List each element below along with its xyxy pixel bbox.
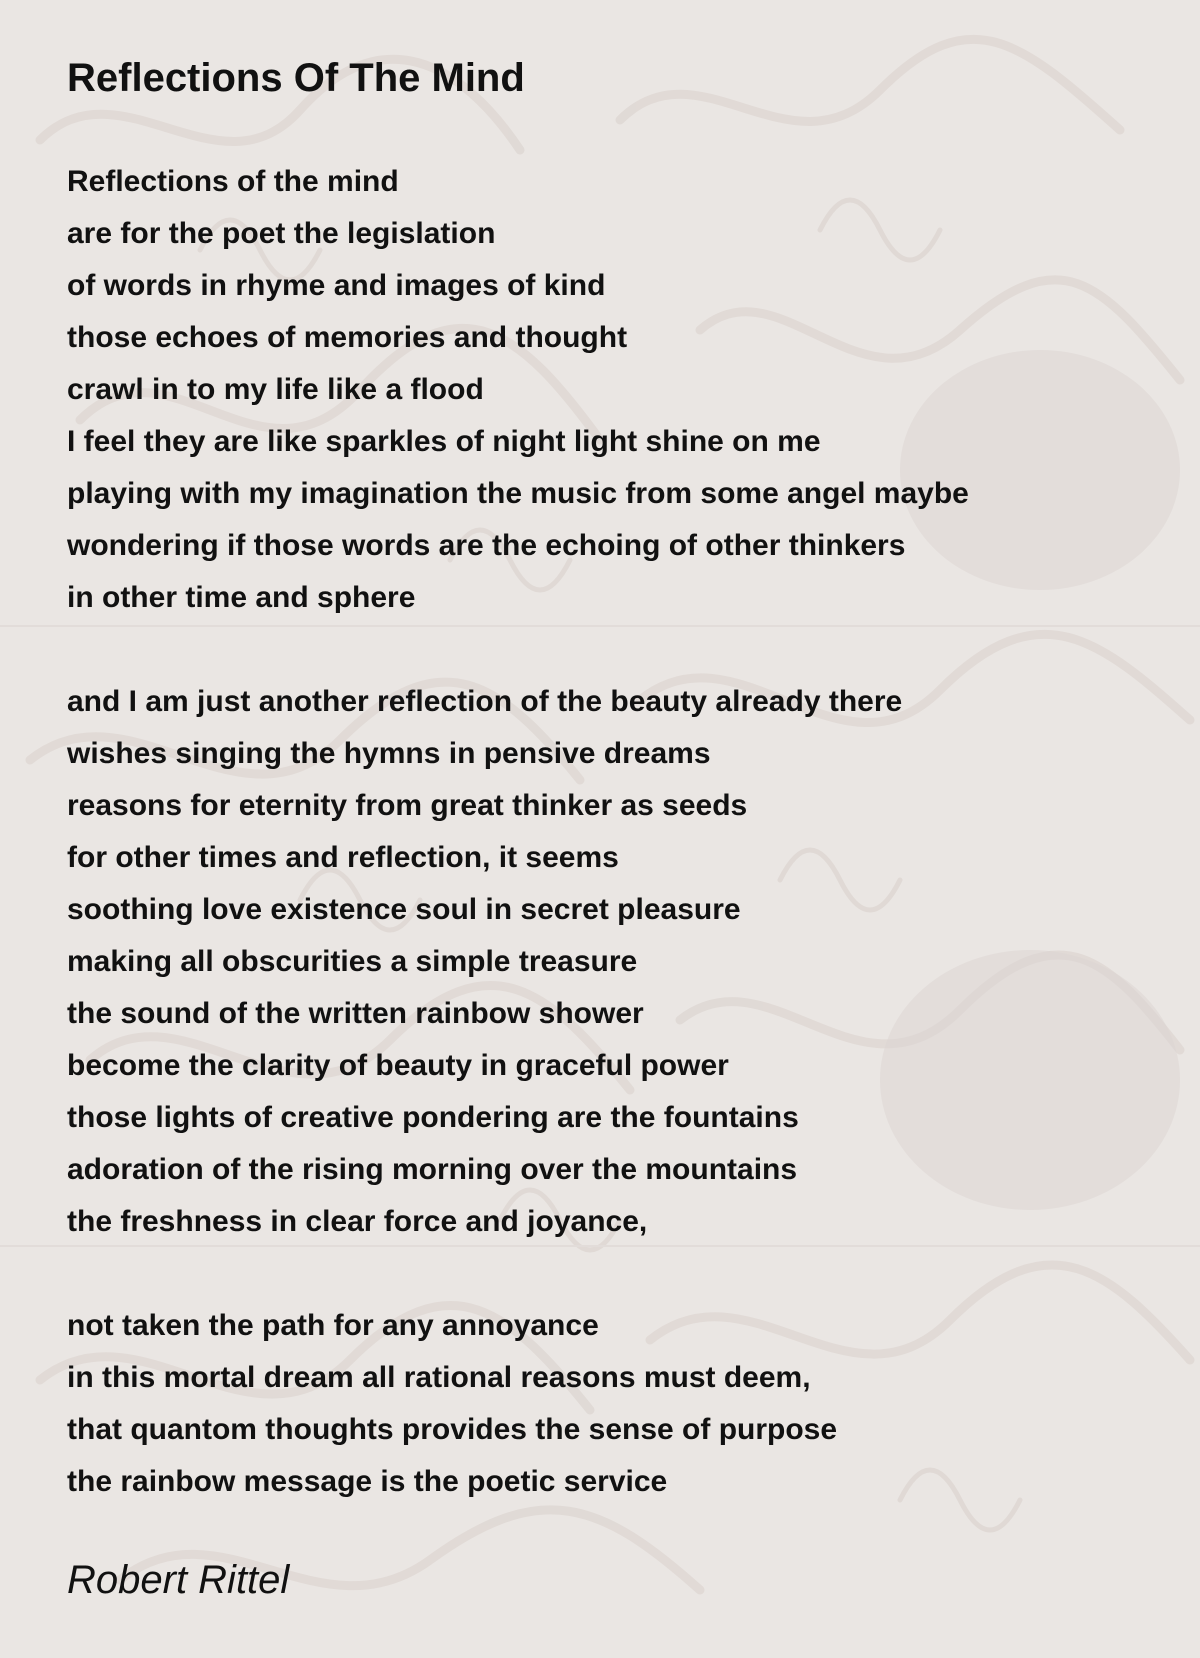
poem-line: not taken the path for any annoyance xyxy=(67,1309,599,1342)
poem-line: the freshness in clear force and joyance, xyxy=(67,1205,648,1238)
poem-line: reasons for eternity from great thinker as seeds xyxy=(67,789,748,822)
poem-card xyxy=(67,40,1147,1610)
poem-line: crawl in to my life like a flood xyxy=(67,373,484,406)
poem-line: adoration of the rising morning over the mountains xyxy=(67,1153,798,1186)
poem-line: of words in rhyme and images of kind xyxy=(67,269,606,302)
poem-body xyxy=(67,156,1147,1508)
poem-line: those echoes of memories and thought xyxy=(67,321,628,354)
stanza-2 xyxy=(67,676,1147,1248)
poem-line: wondering if those words are the echoing of other thinkers xyxy=(67,529,906,562)
poem-line: in other time and sphere xyxy=(67,581,416,614)
poem-line: making all obscurities a simple treasure xyxy=(67,945,638,978)
poem-line: those lights of creative pondering are the fountains xyxy=(67,1101,799,1134)
poem-line: wishes singing the hymns in pensive dreams xyxy=(67,737,711,770)
poem-line: soothing love existence soul in secret pleasure xyxy=(67,893,741,926)
poem-line: in this mortal dream all rational reasons must deem, xyxy=(67,1361,811,1394)
poem-line: for other times and reflection, it seems xyxy=(67,841,619,874)
poem-title: Reflections Of The Mind xyxy=(67,56,525,100)
poem-line: become the clarity of beauty in graceful power xyxy=(67,1049,729,1082)
poem-line: the sound of the written rainbow shower xyxy=(67,997,644,1030)
poem-author: Robert Rittel xyxy=(67,1558,290,1602)
poem-line: I feel they are like sparkles of night light shine on me xyxy=(67,425,821,458)
poem-line: that quantom thoughts provides the sense of purpose xyxy=(67,1413,838,1446)
poem-line: are for the poet the legislation xyxy=(67,217,496,250)
poem-line: and I am just another reflection of the beauty already there xyxy=(67,685,903,718)
poem-line: playing with my imagination the music from some angel maybe xyxy=(67,477,969,510)
poem-line: Reflections of the mind xyxy=(67,165,399,198)
stanza-3 xyxy=(67,1300,1147,1508)
stanza-1 xyxy=(67,156,1147,624)
poem-line: the rainbow message is the poetic service xyxy=(67,1465,668,1498)
